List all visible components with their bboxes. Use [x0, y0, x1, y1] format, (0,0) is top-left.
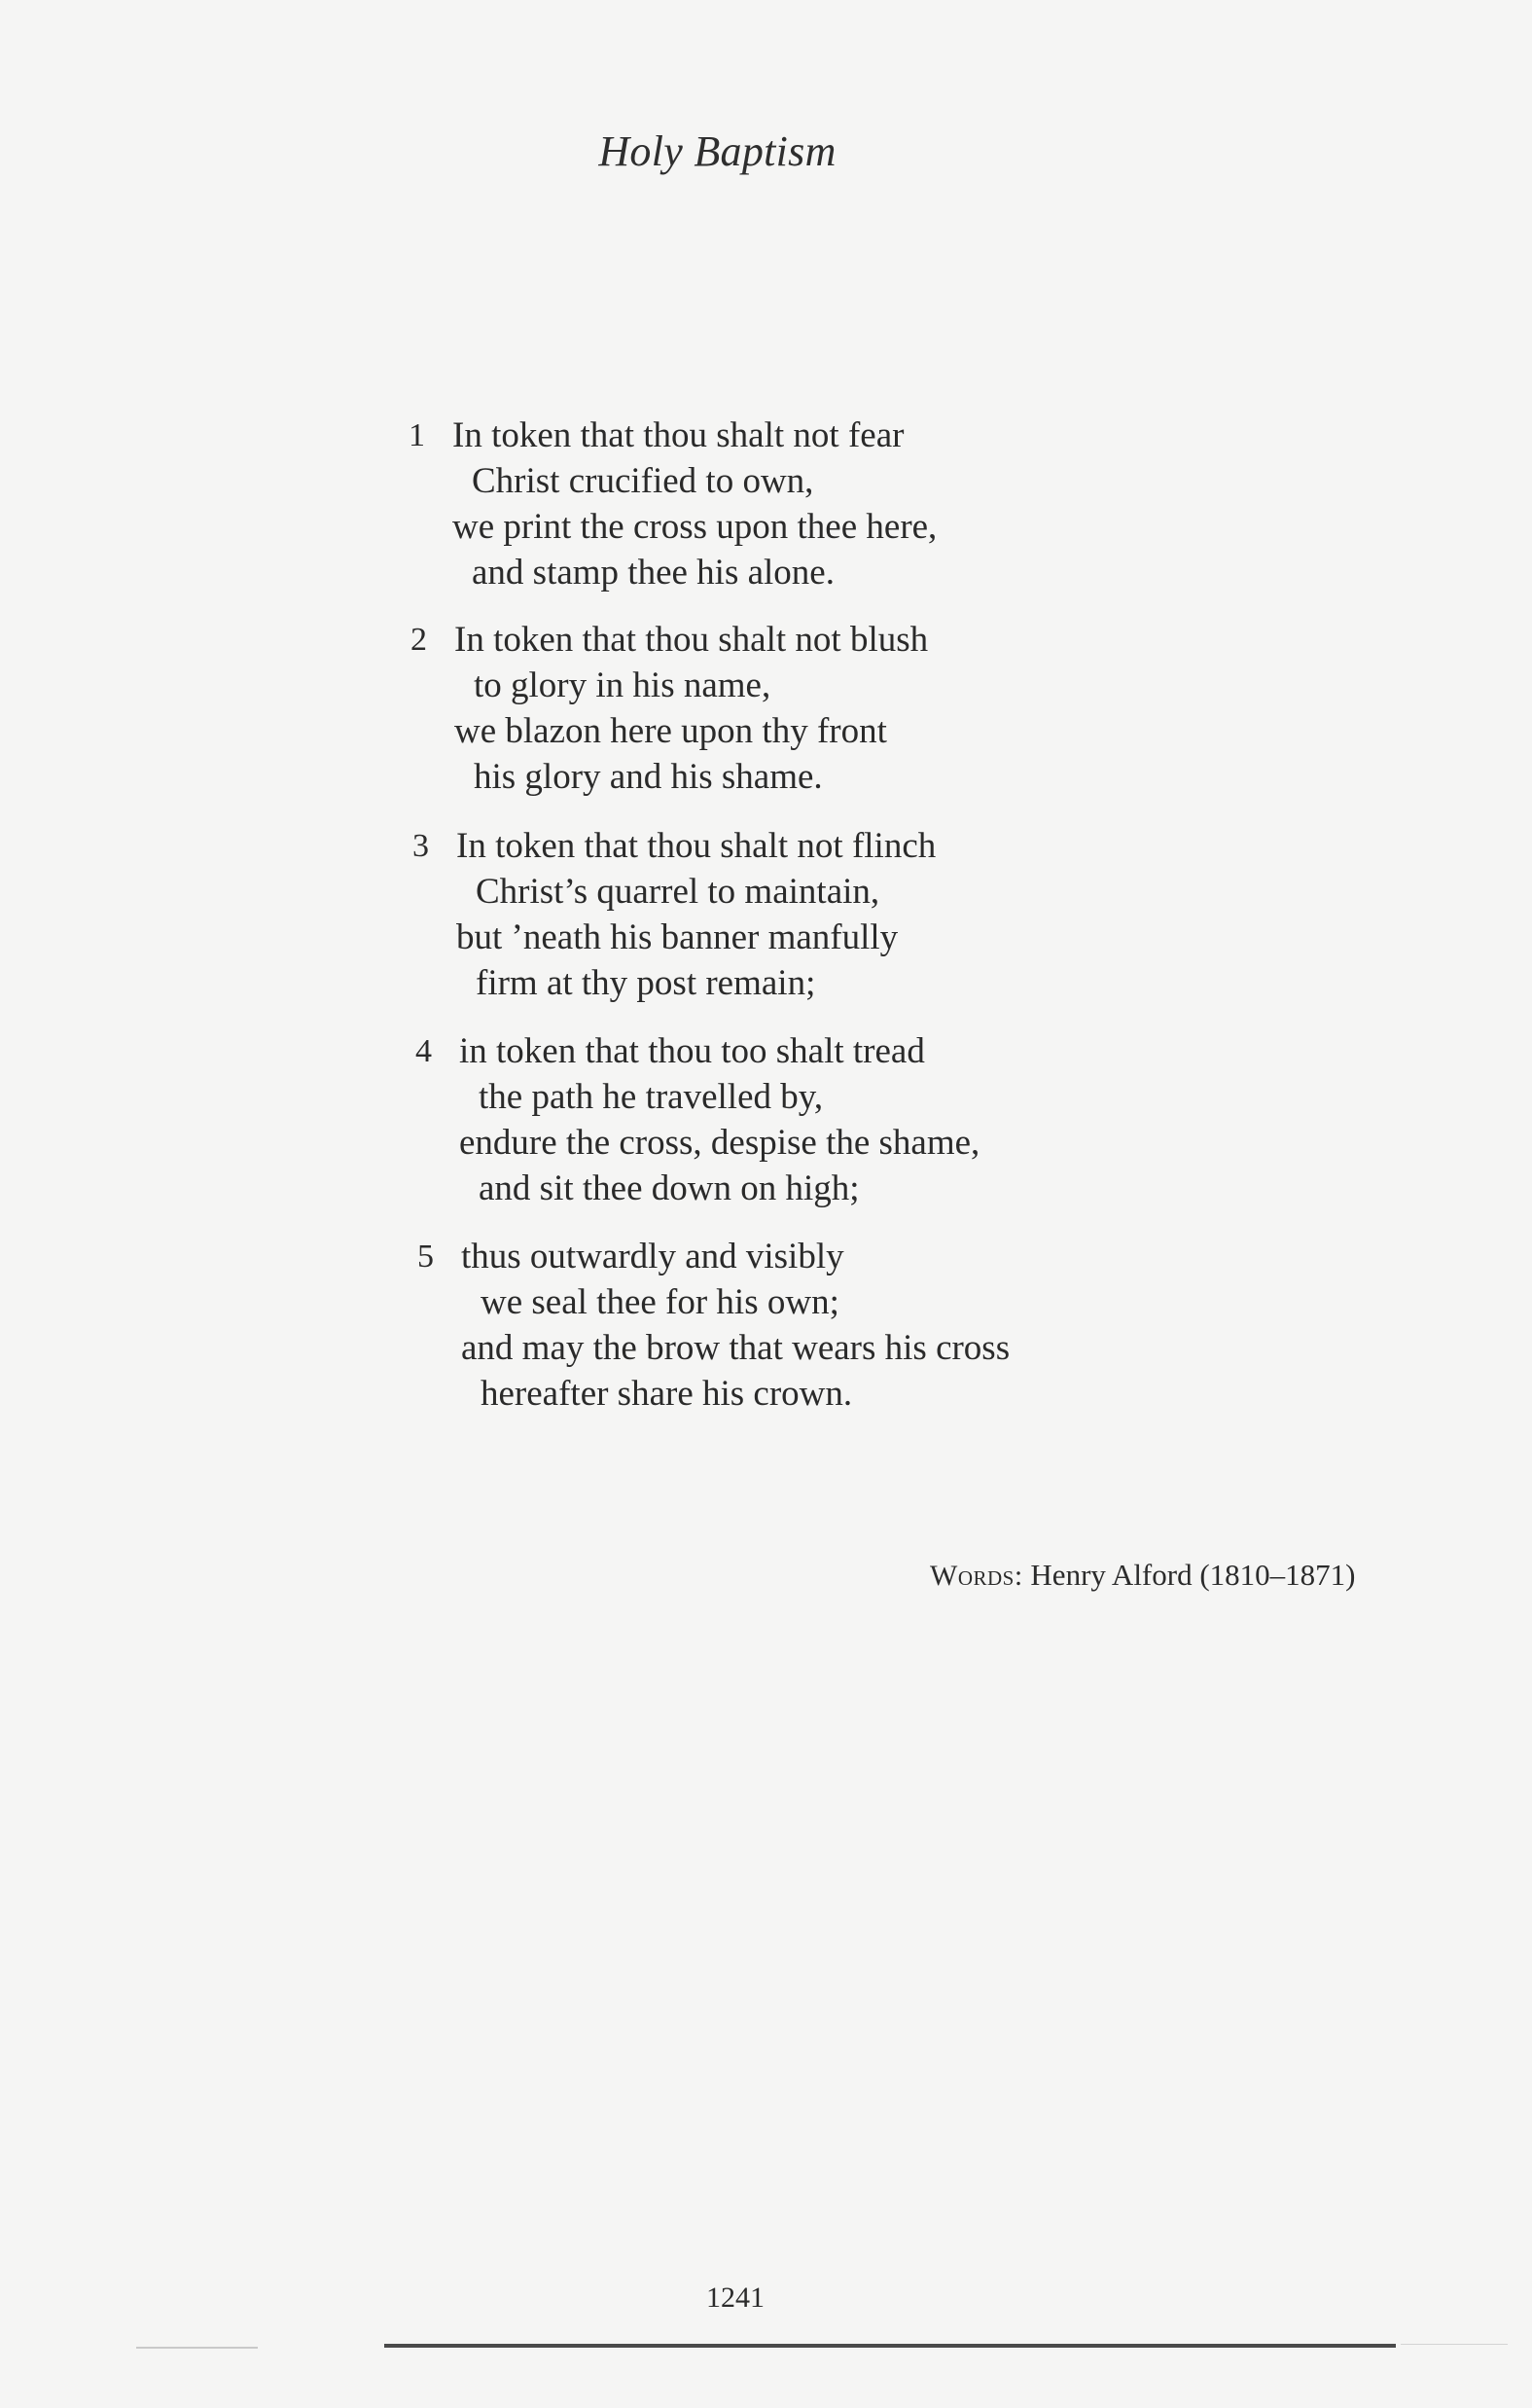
verse-line: In token that thou shalt not flinch: [456, 826, 937, 866]
verse-line: in token that thou too shalt tread: [459, 1031, 925, 1071]
verse-2: [410, 617, 929, 800]
verse-1: [409, 413, 938, 595]
attribution-text: Henry Alford (1810–1871): [1030, 1558, 1356, 1592]
verse-number: 5: [417, 1239, 434, 1275]
attribution-label: Words:: [930, 1560, 1023, 1592]
verse-line: and may the brow that wears his cross: [461, 1328, 1011, 1368]
verse-line: hereafter share his crown.: [481, 1374, 853, 1414]
verse-5: [417, 1234, 1011, 1417]
attribution: [930, 1558, 1355, 1593]
verse-line: and stamp thee his alone.: [472, 553, 835, 593]
verse-4: [415, 1028, 980, 1211]
verse-line: Christ crucified to own,: [472, 461, 814, 501]
verse-line: endure the cross, despise the shame,: [459, 1123, 980, 1163]
verse-line: In token that thou shalt not blush: [454, 620, 929, 660]
verse-number: 3: [412, 828, 429, 864]
verse-line: but ’neath his banner manfully: [456, 917, 899, 957]
verse-line: thus outwardly and visibly: [461, 1237, 844, 1276]
page-title: Holy Baptism: [598, 127, 837, 175]
bottom-rule-left: [136, 2347, 258, 2349]
verse-number: 4: [415, 1033, 432, 1069]
verse-number: 1: [409, 417, 425, 453]
verse-line: the path he travelled by,: [479, 1077, 824, 1117]
verse-line: In token that thou shalt not fear: [452, 415, 905, 455]
verse-line: we seal thee for his own;: [481, 1282, 839, 1322]
verse-number: 2: [410, 622, 427, 658]
verse-line: Christ’s quarrel to maintain,: [476, 872, 880, 912]
verse-line: we blazon here upon thy front: [454, 711, 887, 751]
verse-3: [412, 823, 937, 1006]
verse-line: to glory in his name,: [474, 665, 771, 705]
verse-line: firm at thy post remain;: [476, 963, 816, 1003]
verse-line: his glory and his shame.: [474, 757, 823, 797]
bottom-rule-main: [384, 2344, 1396, 2348]
verse-line: and sit thee down on high;: [479, 1168, 860, 1208]
page-number: 1241: [706, 2282, 765, 2314]
bottom-rule-right: [1401, 2344, 1508, 2345]
verse-line: we print the cross upon thee here,: [452, 507, 938, 547]
